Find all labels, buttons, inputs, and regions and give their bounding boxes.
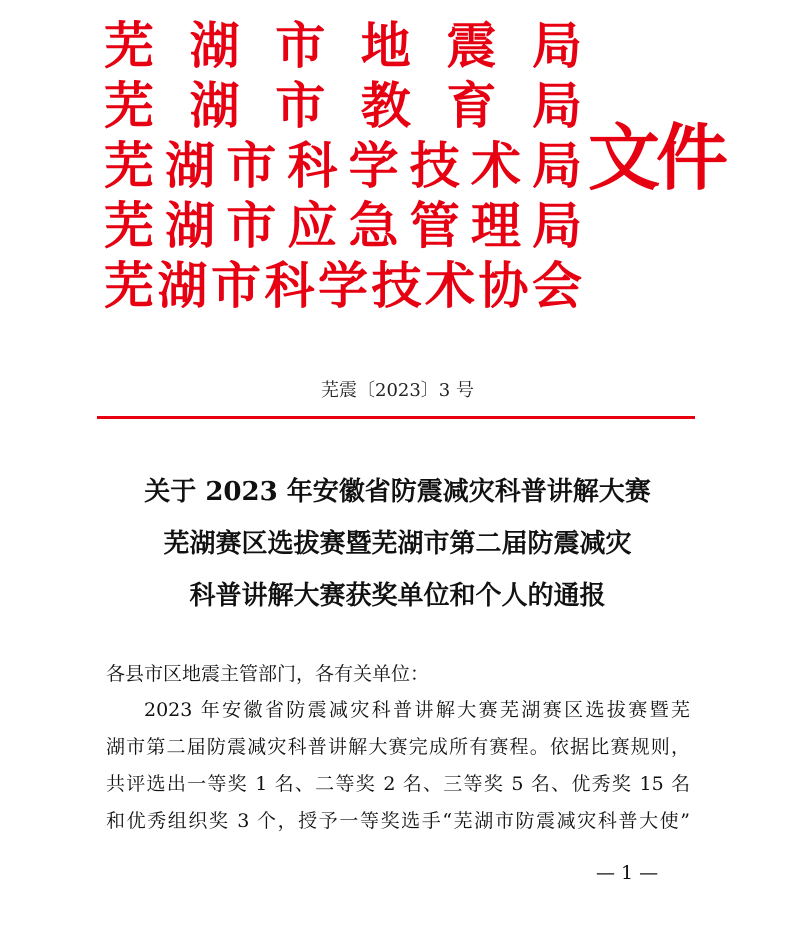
- salutation: 各县市区地震主管部门，各有关单位：: [106, 663, 430, 685]
- paragraph-line: 和优秀组织奖 3 个，授予一等奖选手“芜湖市防震减灾科普大使”: [106, 810, 690, 832]
- document-number: 芜震〔2023〕3 号: [321, 380, 474, 401]
- issuer-science-technology-association: 芜 湖 市 科 学 技 术 协 会: [104, 256, 582, 315]
- issuer-earthquake-bureau: 芜 湖 市 地 震 局: [104, 16, 582, 75]
- paragraph-line: 共评选出一等奖 1 名、二等奖 2 名、三等奖 5 名、优秀奖 15 名: [106, 773, 690, 795]
- page-number: — 1 —: [596, 862, 659, 884]
- document-body: [106, 656, 690, 840]
- title-line: 关于 2023 年安徽省防震减灾科普讲解大赛: [144, 477, 651, 507]
- title-line: 科普讲解大赛获奖单位和个人的通报: [189, 581, 606, 611]
- document-title: [60, 466, 735, 622]
- title-line: 芜湖赛区选拔赛暨芜湖市第二届防震减灾: [163, 529, 632, 559]
- issuer-emergency-management-bureau: 芜 湖 市 应 急 管 理 局: [104, 196, 582, 255]
- issuer-science-technology-bureau: 芜 湖 市 科 学 技 术 局: [104, 136, 582, 195]
- issuer-education-bureau: 芜 湖 市 教 育 局: [104, 76, 582, 135]
- paragraph-line: 2023 年安徽省防震减灾科普讲解大赛芜湖赛区选拔赛暨芜: [144, 699, 690, 721]
- issuing-authorities: [103, 16, 583, 316]
- red-separator-line: [97, 416, 695, 419]
- paragraph-line: 湖市第二届防震减灾科普讲解大赛完成所有赛程。依据比赛规则，: [106, 736, 690, 758]
- document-word: 文件: [588, 115, 725, 200]
